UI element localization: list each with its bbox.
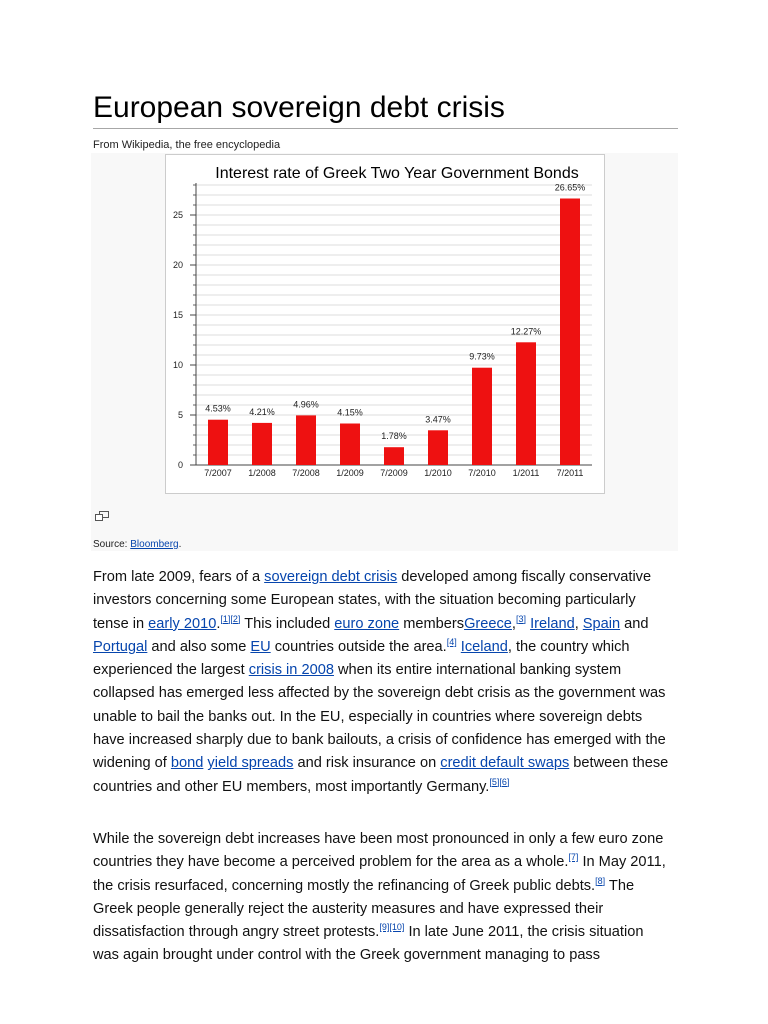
ref-5[interactable] bbox=[489, 777, 509, 787]
data-label: 12.27% bbox=[510, 326, 542, 337]
portugal-link[interactable]: Portugal bbox=[93, 638, 148, 655]
p1-text: This included bbox=[240, 615, 335, 632]
x-tick-label: 1/2011 bbox=[512, 468, 540, 478]
bar bbox=[296, 415, 316, 465]
paragraph-2 bbox=[93, 828, 673, 968]
bar bbox=[340, 424, 360, 466]
ref-3[interactable] bbox=[516, 614, 526, 624]
x-tick-label: 7/2008 bbox=[292, 468, 320, 478]
p1-text: when its entire international banking system collapsed has emerged less affected by the sovereign debt crisis as the government was unable to bail the banks out. In the EU, especially in countries where sovereign debts have increased sharply due to bank bailouts, a crisis of confidence has emerged with the widening of bbox=[93, 662, 666, 772]
p1-text: and also some bbox=[147, 638, 251, 655]
ref-7-link[interactable]: [7] bbox=[568, 852, 579, 863]
data-label: 4.96% bbox=[293, 399, 319, 410]
x-tick-label: 7/2010 bbox=[468, 468, 496, 478]
credit-default-swaps-link[interactable]: credit default swaps bbox=[440, 755, 570, 772]
x-tick-label: 7/2009 bbox=[380, 468, 408, 478]
ireland-link[interactable]: Ireland bbox=[530, 615, 575, 632]
euro-zone-link[interactable]: euro zone bbox=[334, 615, 400, 632]
enlarge-icon[interactable] bbox=[95, 511, 109, 521]
ref-9[interactable] bbox=[379, 922, 404, 932]
caption-prefix: Source: bbox=[93, 539, 131, 550]
p2-text: In late June 2011, the crisis situation was again brought under control with the Greek government managing to pass bbox=[93, 924, 644, 964]
p1-text: , bbox=[574, 615, 583, 632]
bloomberg-link[interactable]: Bloomberg bbox=[130, 539, 179, 550]
bar bbox=[472, 368, 492, 465]
x-tick-label: 7/2007 bbox=[204, 468, 232, 478]
ref-6-link[interactable]: [6] bbox=[499, 776, 510, 787]
data-label: 4.15% bbox=[337, 407, 363, 418]
p1-text: between these countries and other EU members, most importantly Germany. bbox=[93, 755, 669, 795]
y-tick-label: 10 bbox=[172, 360, 183, 370]
x-tick-label: 1/2008 bbox=[248, 468, 276, 478]
yield-spreads-link[interactable]: yield spreads bbox=[207, 755, 294, 772]
ref-3-link[interactable]: [3] bbox=[515, 613, 526, 624]
bar bbox=[428, 430, 448, 465]
ref-9-link[interactable]: [9] bbox=[379, 922, 390, 933]
data-label: 1.78% bbox=[381, 431, 407, 442]
p2-text: The Greek people generally reject the austerity measures and have expressed their dissatisfaction through angry street protests. bbox=[93, 877, 635, 941]
data-label: 3.47% bbox=[425, 414, 451, 425]
x-tick-label: 1/2010 bbox=[424, 468, 452, 478]
ref-8[interactable] bbox=[595, 876, 605, 886]
bond-link[interactable]: bond bbox=[170, 755, 204, 772]
iceland-link[interactable]: Iceland bbox=[460, 638, 508, 655]
ref-1-link[interactable]: [1] bbox=[220, 613, 231, 624]
eu-link[interactable]: EU bbox=[250, 638, 271, 655]
chart-canvas bbox=[166, 155, 604, 493]
ref-4[interactable] bbox=[447, 637, 457, 647]
data-label: 9.73% bbox=[469, 351, 495, 362]
early-2010-link[interactable]: early 2010 bbox=[148, 615, 217, 632]
bar bbox=[560, 199, 580, 466]
y-tick-label: 25 bbox=[172, 210, 183, 220]
ref-7[interactable] bbox=[568, 852, 578, 862]
p1-text: and bbox=[620, 615, 649, 632]
x-tick-label: 1/2009 bbox=[336, 468, 364, 478]
data-label: 4.21% bbox=[249, 406, 275, 417]
x-tick-label: 7/2011 bbox=[556, 468, 584, 478]
y-tick-label: 0 bbox=[177, 460, 183, 470]
spain-link[interactable]: Spain bbox=[582, 615, 621, 632]
bar bbox=[516, 342, 536, 465]
page-title: European sovereign debt crisis bbox=[93, 90, 678, 129]
figure-caption bbox=[93, 539, 181, 550]
p2-text: In May 2011, the crisis resurfaced, concerning mostly the refinancing of Greek public debts. bbox=[93, 854, 666, 894]
ref-4-link[interactable]: [4] bbox=[446, 637, 457, 648]
p2-text: While the sovereign debt increases have been most pronounced in only a few euro zone countries they have become a perceived problem for the area as a whole. bbox=[93, 831, 664, 871]
bar bbox=[252, 423, 272, 465]
p1-text: and risk insurance on bbox=[293, 755, 441, 772]
chart-title: Interest rate of Greek Two Year Government Bonds bbox=[215, 165, 579, 182]
paragraph-1: From late 2009, fears of a sovereign debt crisis developed among fiscally conservative investors concerning some European states, with the situation becoming particularly tense in early 2010.[1][2] This included euro zone membersGreece,[3] Ireland, Spain and Portugal and also some EU countries outside the area.[4] Iceland, the country which experienced the largest crisis in 2008 when its entire international banking system collapsed has emerged less affected by the sovereign debt crisis as the government was unable to bail the banks out. In the EU, especially in countries where sovereign debts have increased sharply due to bank bailouts, a crisis of confidence has emerged with the widening of bond yield spreads and risk insurance on credit default swaps between these countries and other EU members, most importantly Germany.[5][6] bbox=[93, 569, 669, 795]
tagline: From Wikipedia, the free encyclopedia bbox=[93, 139, 281, 151]
y-tick-label: 15 bbox=[172, 310, 183, 320]
data-label: 4.53% bbox=[205, 403, 231, 414]
p1-text: members bbox=[399, 615, 465, 632]
p1-text: countries outside the area. bbox=[270, 638, 447, 655]
ref-1[interactable] bbox=[220, 614, 240, 624]
ref-8-link[interactable]: [8] bbox=[595, 875, 606, 886]
bond-chart bbox=[165, 154, 605, 494]
crisis-2008-link[interactable]: crisis in 2008 bbox=[248, 662, 334, 679]
data-label: 26.65% bbox=[554, 182, 586, 193]
ref-2-link[interactable]: [2] bbox=[230, 613, 241, 624]
p1-text: From late 2009, fears of a bbox=[93, 569, 265, 585]
y-tick-label: 5 bbox=[177, 410, 183, 420]
y-tick-label: 20 bbox=[172, 260, 183, 270]
ref-5-link[interactable]: [5] bbox=[489, 776, 500, 787]
sovereign-debt-crisis-link[interactable]: sovereign debt crisis bbox=[264, 569, 398, 585]
p1-text: developed among fiscally conservative investors concerning some European states, with the situation becoming particularly tense in bbox=[93, 569, 652, 632]
bar bbox=[208, 420, 228, 465]
ref-10-link[interactable]: [10] bbox=[389, 922, 405, 933]
p1-text: , the country which experienced the largest bbox=[93, 638, 630, 679]
caption-suffix: . bbox=[178, 539, 182, 550]
p1-text: , bbox=[511, 615, 516, 632]
bar bbox=[384, 447, 404, 465]
greece-link[interactable]: Greece bbox=[464, 615, 512, 632]
